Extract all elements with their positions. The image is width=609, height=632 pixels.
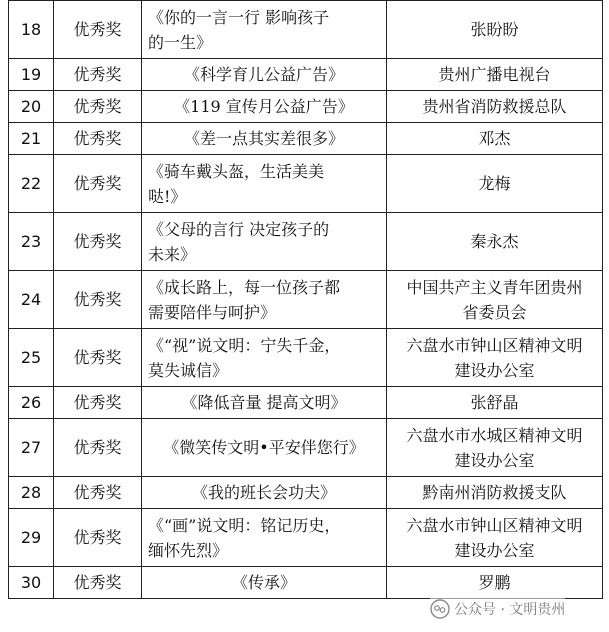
submitting-unit-line: 贵州广播电视台 — [438, 65, 551, 84]
work-title-line: 哒!》 — [148, 186, 187, 206]
watermark-text: 公众号 · 文明贵州 — [454, 602, 566, 618]
submitting-unit-cell — [387, 213, 603, 271]
wechat-official-account-icon — [430, 599, 450, 619]
submitting-unit-cell — [387, 91, 603, 123]
work-title-cell — [142, 567, 387, 599]
submitting-unit-line: 建设办公室 — [454, 450, 535, 470]
work-title-cell — [142, 155, 387, 213]
work-title-line: 《“画”说文明：铭记历史， — [148, 515, 341, 535]
row-number-cell: 22 — [9, 155, 54, 213]
work-title-cell — [142, 387, 387, 419]
table-row — [9, 213, 603, 271]
submitting-unit-cell — [387, 155, 603, 213]
work-title-line: 《“视”说文明：宁失千金， — [148, 335, 341, 355]
submitting-unit-line: 黔南州消防救援支队 — [422, 483, 567, 502]
work-title-line: 未来》 — [148, 244, 197, 264]
submitting-unit-line: 中国共产主义青年团贵州 — [406, 277, 583, 297]
awards-table-body — [9, 1, 603, 599]
submitting-unit-line: 龙梅 — [478, 174, 511, 193]
work-title-line: 《差一点其实差很多》 — [183, 129, 344, 148]
submitting-unit-cell — [387, 123, 603, 155]
submitting-unit-line: 张舒晶 — [470, 393, 519, 412]
row-number-cell: 26 — [9, 387, 54, 419]
work-title-cell — [142, 213, 387, 271]
table-row — [9, 123, 603, 155]
work-title-cell — [142, 509, 387, 567]
work-title-cell — [142, 271, 387, 329]
table-row — [9, 1, 603, 59]
award-level-cell: 优秀奖 — [54, 329, 142, 387]
work-title-line: 《父母的言行 决定孩子的 — [148, 219, 330, 239]
table-row — [9, 477, 603, 509]
awards-table — [8, 0, 603, 599]
award-level-cell: 优秀奖 — [54, 477, 142, 509]
submitting-unit-cell — [387, 59, 603, 91]
submitting-unit-cell — [387, 271, 603, 329]
row-number-cell: 28 — [9, 477, 54, 509]
award-level-cell: 优秀奖 — [54, 213, 142, 271]
award-level-cell: 优秀奖 — [54, 387, 142, 419]
row-number-cell: 27 — [9, 419, 54, 477]
submitting-unit-line: 六盘水市钟山区精神文明 — [406, 515, 583, 535]
award-level-cell: 优秀奖 — [54, 91, 142, 123]
work-title-line: 《119 宣传月公益广告》 — [174, 97, 354, 116]
work-title-line: 《科学育儿公益广告》 — [183, 65, 344, 84]
award-level-cell: 优秀奖 — [54, 567, 142, 599]
row-number-cell: 18 — [9, 1, 54, 59]
submitting-unit-cell — [387, 567, 603, 599]
work-title-cell — [142, 477, 387, 509]
award-level-cell: 优秀奖 — [54, 509, 142, 567]
work-title-line: 《传承》 — [231, 573, 296, 592]
work-title-cell — [142, 91, 387, 123]
award-level-cell: 优秀奖 — [54, 271, 142, 329]
work-title-line: 需要陪伴与呵护》 — [148, 302, 277, 322]
work-title-line: 《我的班长会功夫》 — [191, 483, 336, 502]
submitting-unit-cell — [387, 1, 603, 59]
table-row — [9, 419, 603, 477]
submitting-unit-line: 邓杰 — [478, 129, 511, 148]
row-number-cell: 23 — [9, 213, 54, 271]
work-title-line: 缅怀先烈》 — [148, 540, 229, 560]
work-title-cell — [142, 419, 387, 477]
table-row — [9, 509, 603, 567]
table-row — [9, 567, 603, 599]
row-number-cell: 21 — [9, 123, 54, 155]
table-row — [9, 387, 603, 419]
submitting-unit-line: 建设办公室 — [454, 360, 535, 380]
submitting-unit-line: 省委员会 — [462, 302, 527, 322]
submitting-unit-line: 六盘水市水城区精神文明 — [406, 425, 583, 445]
work-title-cell — [142, 329, 387, 387]
award-level-cell: 优秀奖 — [54, 419, 142, 477]
table-row — [9, 329, 603, 387]
work-title-line: 《成长路上，每一位孩子都 — [148, 277, 341, 297]
submitting-unit-line: 罗鹏 — [478, 573, 511, 592]
row-number-cell: 25 — [9, 329, 54, 387]
submitting-unit-cell — [387, 329, 603, 387]
table-row — [9, 59, 603, 91]
work-title-cell — [142, 59, 387, 91]
award-level-cell: 优秀奖 — [54, 59, 142, 91]
submitting-unit-cell — [387, 387, 603, 419]
submitting-unit-line: 贵州省消防救援总队 — [422, 97, 567, 116]
submitting-unit-line: 建设办公室 — [454, 540, 535, 560]
work-title-line: 《骑车戴头盔，生活美美 — [148, 161, 325, 181]
table-row — [9, 91, 603, 123]
award-level-cell: 优秀奖 — [54, 1, 142, 59]
row-number-cell: 19 — [9, 59, 54, 91]
row-number-cell: 20 — [9, 91, 54, 123]
work-title-line: 莫失诚信》 — [148, 360, 229, 380]
work-title-cell — [142, 1, 387, 59]
watermark — [430, 596, 565, 622]
submitting-unit-line: 秦永杰 — [470, 232, 519, 251]
row-number-cell: 24 — [9, 271, 54, 329]
submitting-unit-cell — [387, 477, 603, 509]
submitting-unit-cell — [387, 509, 603, 567]
award-level-cell: 优秀奖 — [54, 123, 142, 155]
row-number-cell: 30 — [9, 567, 54, 599]
submitting-unit-line: 六盘水市钟山区精神文明 — [406, 335, 583, 355]
award-level-cell: 优秀奖 — [54, 155, 142, 213]
work-title-line: 《你的一言一行 影响孩子 — [148, 7, 330, 27]
submitting-unit-line: 张盼盼 — [470, 20, 519, 39]
table-row — [9, 271, 603, 329]
work-title-line: 《降低音量 提高文明》 — [181, 393, 347, 412]
row-number-cell: 29 — [9, 509, 54, 567]
work-title-line: 的一生》 — [148, 32, 213, 52]
work-title-line: 《微笑传文明•平安伴您行》 — [163, 438, 365, 457]
table-row — [9, 155, 603, 213]
submitting-unit-cell — [387, 419, 603, 477]
work-title-cell — [142, 123, 387, 155]
